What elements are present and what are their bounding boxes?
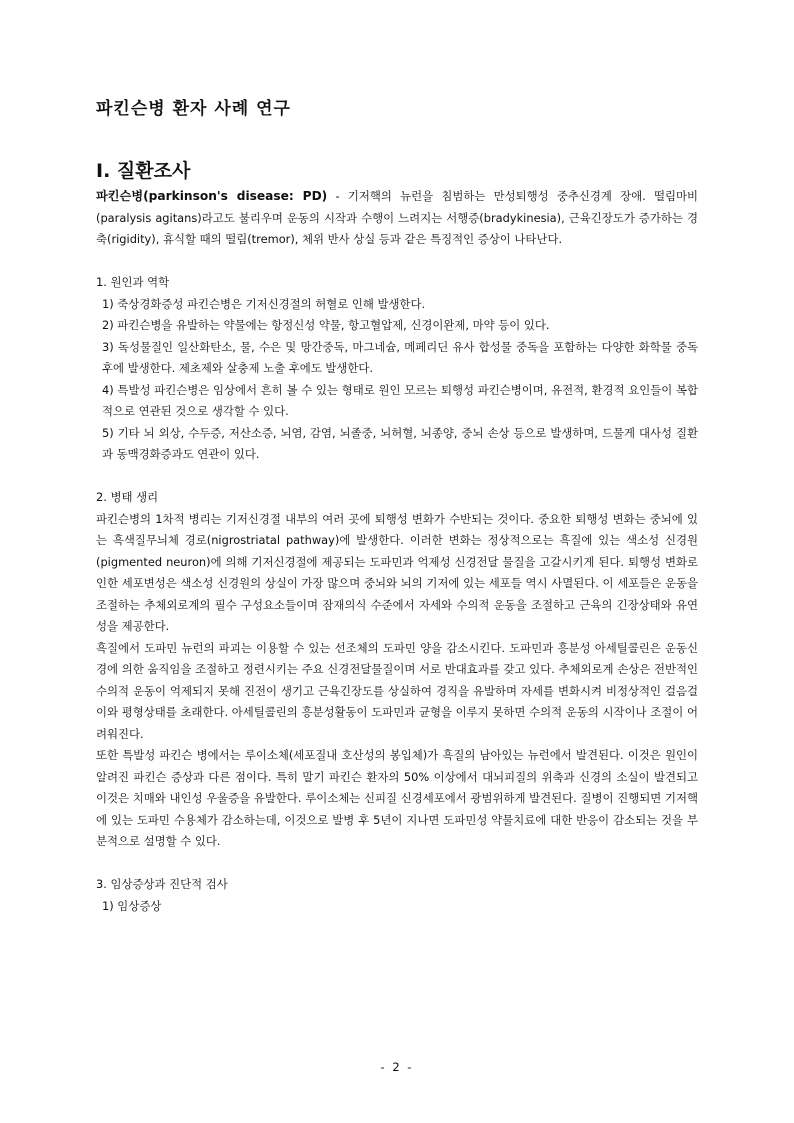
body-paragraph: 파킨슨병의 1차적 병리는 기저신경절 내부의 여러 곳에 퇴행성 변화가 수반되는 것이다. 중요한 퇴행성 변화는 중뇌에 있는 흑색질무늬체 경로(nigrostriatal pathway)에 발생한다. 이러한 변화는 정상적으로는 흑질에 있는 색소성 신경원(pigmented neuron)에 의해 기저신경절에 제공되는 도파민과 억제성 신경전달 물질을 고갈시키게 된다. 퇴행성 변화로 인한 세포변성은 색소성 신경원의 상실이 가장 많으며 중뇌와 뇌의 기저에 있는 세포들 역시 사멸된다. 이 세포들은 운동을 조절하는 추체외로계의 필수 구성요소들이며 잠재의식 수준에서 자세와 수의적 운동을 조절하고 근육의 긴장상태와 유연성을 제공한다. xyxy=(96,511,698,633)
chapter-heading: Ⅰ. 질환조사 xyxy=(96,160,191,182)
definition-term: 파킨슨병(parkinson's disease: PD) xyxy=(96,189,328,203)
page-number: - 2 - xyxy=(380,1060,414,1074)
document-title: 파킨슨병 환자 사례 연구 xyxy=(96,99,291,119)
list-item: 4) 특발성 파킨슨병은 임상에서 흔히 볼 수 있는 형태로 원인 모르는 퇴행성 파킨슨병이며, 유전적, 환경적 요인들이 복합적으로 연관된 것으로 생각할 수 있다. xyxy=(102,382,698,418)
section-heading-causes: 1. 원인과 역학 xyxy=(96,275,170,289)
list-item: 3) 독성물질인 일산화탄소, 물, 수은 및 망간중독, 마그네슘, 메페리딘 유사 합성물 중독을 포함하는 다양한 화학물 중독 후에 발생한다. 제초제와 살충제 노출 후에도 발생한다. xyxy=(102,339,698,375)
subsection-heading: 1) 임상증상 xyxy=(102,898,162,913)
list-item: 1) 죽상경화증성 파킨슨병은 기저신경절의 허혈로 인해 발생한다. xyxy=(102,296,426,311)
document-body xyxy=(96,186,698,917)
body-paragraph: 또한 특발성 파킨슨 병에서는 루이소체(세포질내 호산성의 봉입체)가 흑질의 남아있는 뉴런에서 발견된다. 이것은 원인이 알려진 파킨슨 증상과 다른 점이다. 특히 말기 파킨슨 환자의 50% 이상에서 대뇌피질의 위축과 신경의 소실이 발견되고 이것은 치매와 내인성 우울증을 유발한다. 루이소체는 신피질 신경세포에서 광범위하게 발견된다. 질병이 진행되면 기저핵에 있는 도파민 수용체가 감소하는데, 이것으로 발병 후 5년이 지나면 도파민성 약물치료에 대한 반응이 감소되는 것을 부분적으로 설명할 수 있다. xyxy=(96,748,698,848)
list-item: 2) 파킨슨병을 유발하는 약물에는 항정신성 약물, 항고혈압제, 신경이완제, 마약 등이 있다. xyxy=(102,318,550,332)
section-heading-clinical: 3. 임상증상과 진단적 검사 xyxy=(96,877,228,891)
section-heading-pathophysiology: 2. 병태 생리 xyxy=(96,490,159,504)
definition-paragraph xyxy=(96,186,698,251)
definition-text: - 기저핵의 뉴런을 침범하는 만성퇴행성 중추신경계 장애. 떨림마비(paralysis agitans)라고도 불리우며 운동의 시작과 수행이 느려지는 서행증(bradykinesia), 근육긴장도가 증가하는 경축(rigidity), 휴식할 때의 떨림(tremor), 체위 반사 상실 등과 같은 특징적인 증상이 나타난다. xyxy=(96,189,699,246)
list-item: 5) 기타 뇌 외상, 수두증, 저산소증, 뇌염, 감염, 뇌졸중, 뇌허혈, 뇌종양, 중뇌 손상 등으로 발생하며, 드물게 대사성 질환과 동맥경화증과도 연관이 있다. xyxy=(102,425,698,461)
body-paragraph: 흑질에서 도파민 뉴런의 파괴는 이용할 수 있는 선조체의 도파민 양을 감소시킨다. 도파민과 흥분성 아세틸콜린은 운동신경에 의한 움직임을 조절하고 정련시키는 주요 신경전달물질이며 서로 반대효과를 갖고 있다. 추체외로계 손상은 전반적인 수의적 운동이 억제되지 못해 진전이 생기고 근육긴장도를 상실하여 경직을 유발하며 자세를 변화시켜 비정상적인 걸음걸이와 평형상태를 초래한다. 아세틸콜린의 흥분성활동이 도파민과 균형을 이루지 못하면 수의적 운동의 시작이나 조절이 어려워진다. xyxy=(96,640,698,741)
